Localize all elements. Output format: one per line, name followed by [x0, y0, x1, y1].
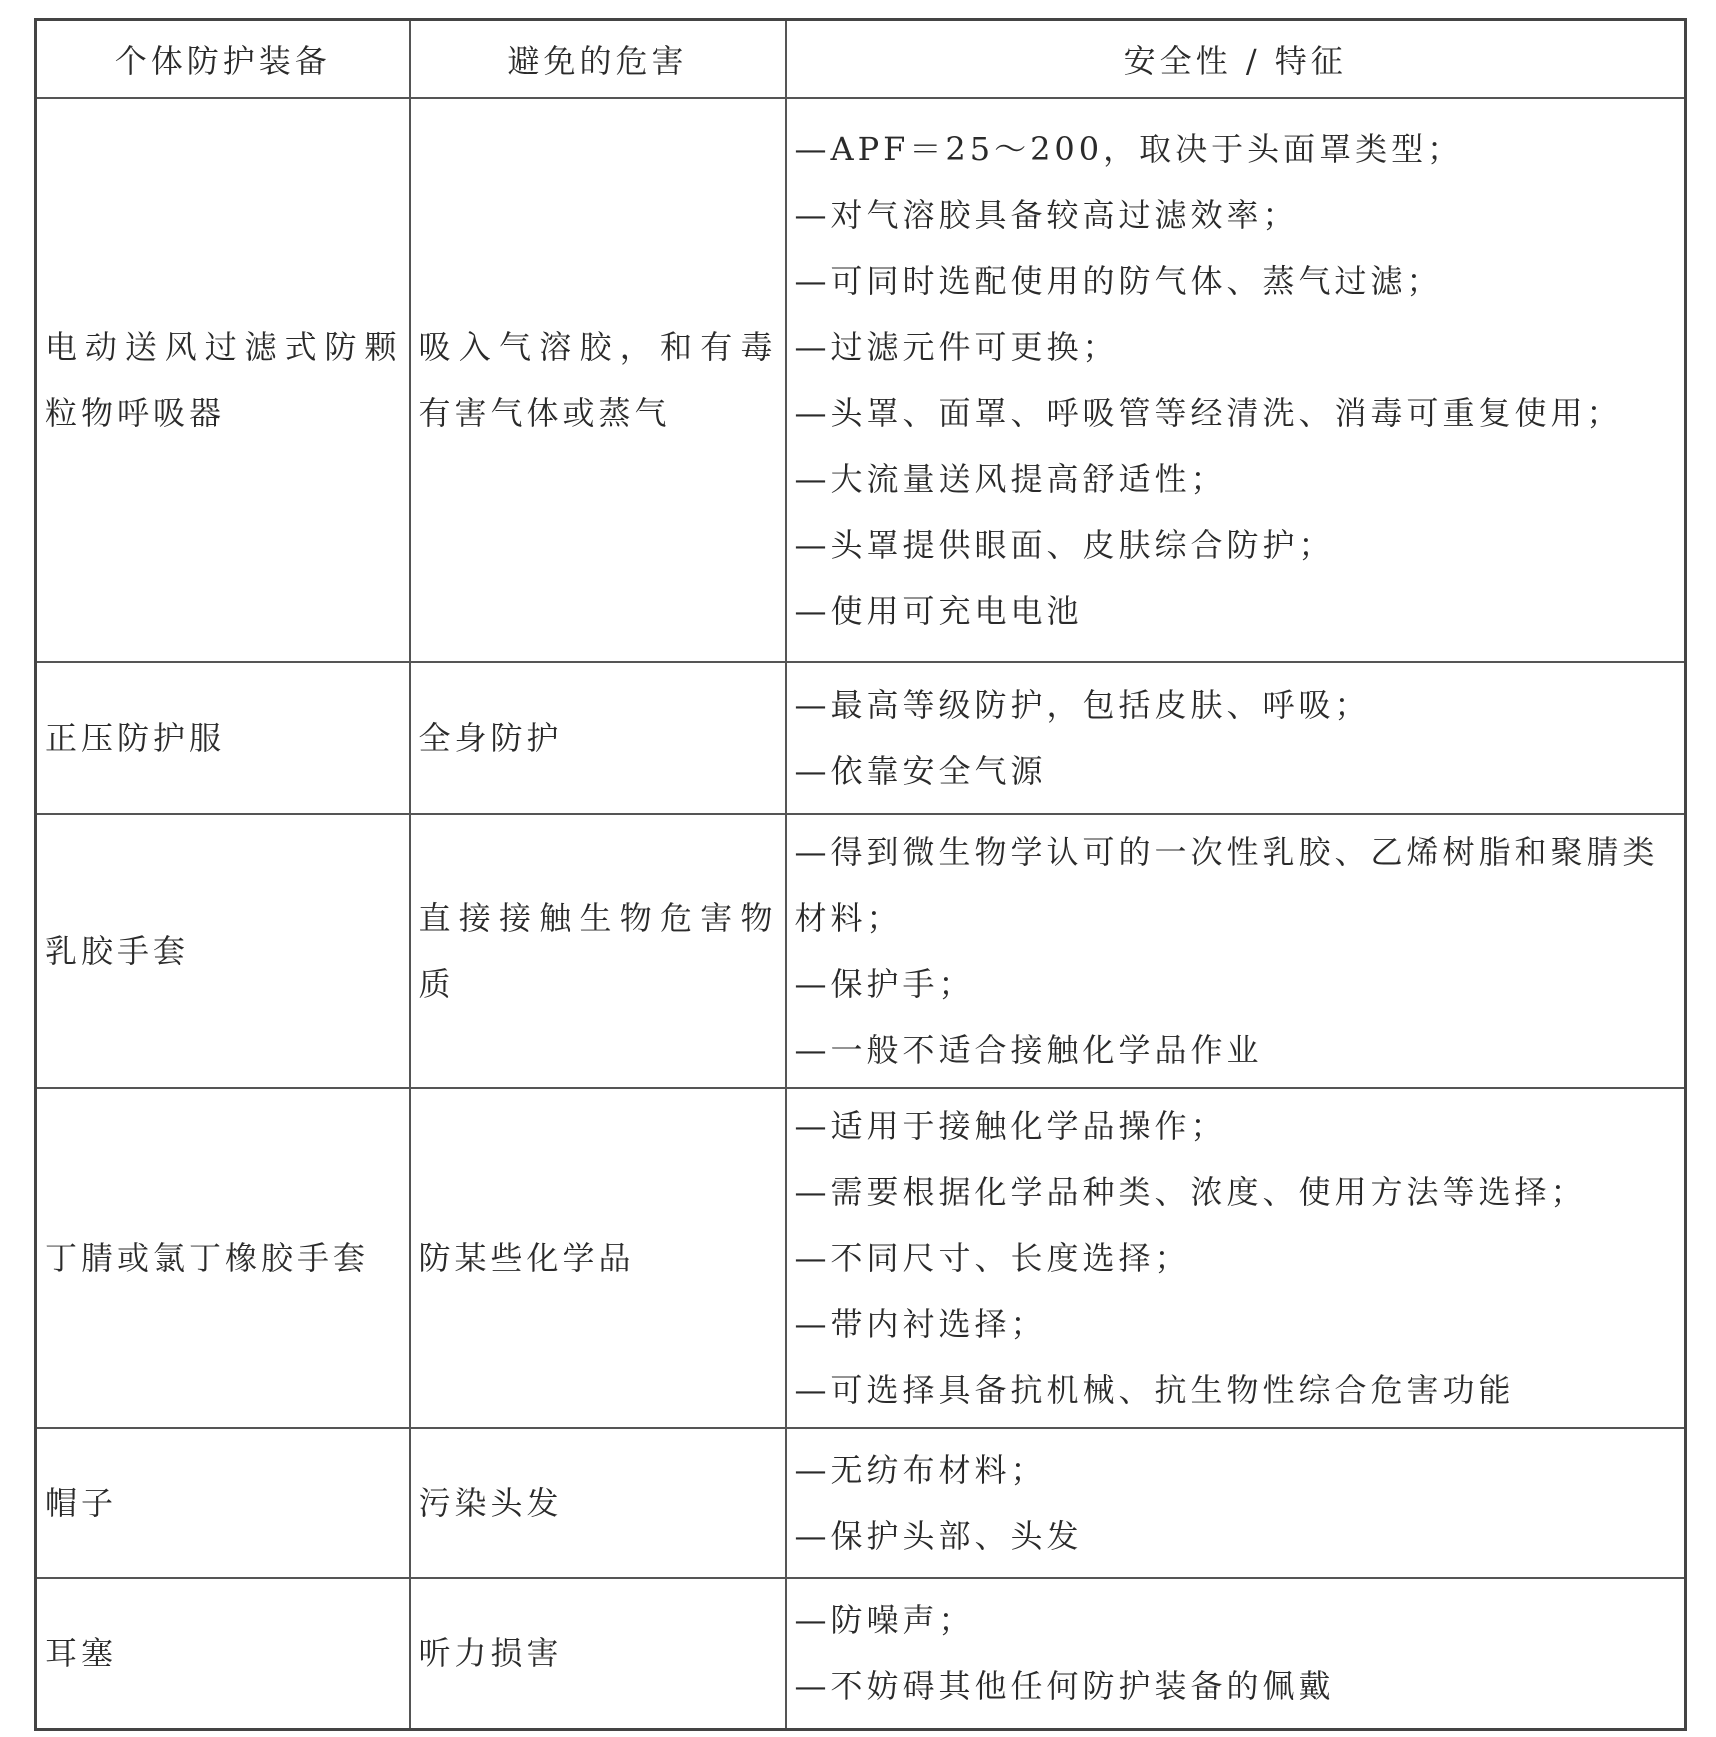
header-features: 安全性 / 特征	[786, 20, 1686, 98]
header-hazard: 避免的危害	[410, 20, 786, 98]
feature-line: —依靠安全气源	[794, 751, 1047, 790]
features-cell	[786, 662, 1686, 814]
equipment-cell	[36, 1428, 410, 1578]
feature-line: —大流量送风提高舒适性；	[794, 459, 1227, 498]
feature-line: —防噪声；	[794, 1601, 975, 1640]
equipment-name: 帽子	[45, 1483, 118, 1522]
feature-line: —得到微生物学认可的一次性乳胶、乙烯树脂和聚腈类材料；	[794, 832, 1659, 937]
equipment-name: 电动送风过滤式防颗粒物呼吸器	[45, 327, 401, 432]
equipment-cell	[36, 662, 410, 814]
table-row	[36, 98, 1686, 662]
features-cell	[786, 1428, 1686, 1578]
equipment-name: 丁腈或氯丁橡胶手套	[45, 1238, 370, 1277]
features-cell	[786, 814, 1686, 1088]
hazard-cell	[410, 662, 786, 814]
features-cell	[786, 98, 1686, 662]
features-cell	[786, 1088, 1686, 1428]
feature-line: —头罩提供眼面、皮肤综合防护；	[794, 525, 1335, 564]
hazard-cell	[410, 1088, 786, 1428]
hazard-text: 污染头发	[418, 1483, 563, 1522]
header-equipment: 个体防护装备	[36, 20, 410, 98]
feature-line: —对气溶胶具备较高过滤效率；	[794, 195, 1299, 234]
hazard-text: 防某些化学品	[418, 1238, 635, 1277]
table-row	[36, 814, 1686, 1088]
equipment-name: 乳胶手套	[45, 931, 190, 970]
table-header-row	[36, 20, 1686, 98]
feature-line: —需要根据化学品种类、浓度、使用方法等选择；	[794, 1172, 1587, 1211]
feature-line: —最高等级防护，包括皮肤、呼吸；	[794, 685, 1371, 724]
equipment-cell	[36, 814, 410, 1088]
feature-line: —保护头部、头发	[794, 1516, 1083, 1555]
hazard-text: 直接接触生物危害物质	[418, 898, 777, 1003]
feature-line: —不妨碍其他任何防护装备的佩戴	[794, 1667, 1335, 1706]
ppe-table	[34, 18, 1687, 1731]
feature-line: —无纺布材料；	[794, 1450, 1047, 1489]
table-row	[36, 1088, 1686, 1428]
features-cell	[786, 1578, 1686, 1730]
feature-line: —头罩、面罩、呼吸管等经清洗、消毒可重复使用；	[794, 393, 1623, 432]
feature-line: —一般不适合接触化学品作业	[794, 1030, 1263, 1069]
hazard-text: 吸入气溶胶，和有毒有害气体或蒸气	[418, 327, 777, 432]
hazard-text: 全身防护	[418, 718, 563, 757]
feature-line: —可同时选配使用的防气体、蒸气过滤；	[794, 261, 1443, 300]
hazard-text: 听力损害	[418, 1634, 563, 1673]
feature-line: —不同尺寸、长度选择；	[794, 1238, 1191, 1277]
equipment-cell	[36, 98, 410, 662]
feature-line: —过滤元件可更换；	[794, 327, 1119, 366]
feature-line: —APF＝25～200，取决于头面罩类型；	[794, 129, 1464, 168]
hazard-cell	[410, 1428, 786, 1578]
feature-line: —使用可充电电池	[794, 591, 1083, 630]
feature-line: —带内衬选择；	[794, 1304, 1047, 1343]
feature-line: —保护手；	[794, 964, 975, 1003]
hazard-cell	[410, 814, 786, 1088]
feature-line: —可选择具备抗机械、抗生物性综合危害功能	[794, 1370, 1515, 1409]
equipment-name: 正压防护服	[45, 718, 226, 757]
hazard-cell	[410, 98, 786, 662]
equipment-cell	[36, 1088, 410, 1428]
table-row	[36, 662, 1686, 814]
table-row	[36, 1428, 1686, 1578]
equipment-cell	[36, 1578, 410, 1730]
equipment-name: 耳塞	[45, 1634, 118, 1673]
hazard-cell	[410, 1578, 786, 1730]
feature-line: —适用于接触化学品操作；	[794, 1106, 1227, 1145]
table-row	[36, 1578, 1686, 1730]
